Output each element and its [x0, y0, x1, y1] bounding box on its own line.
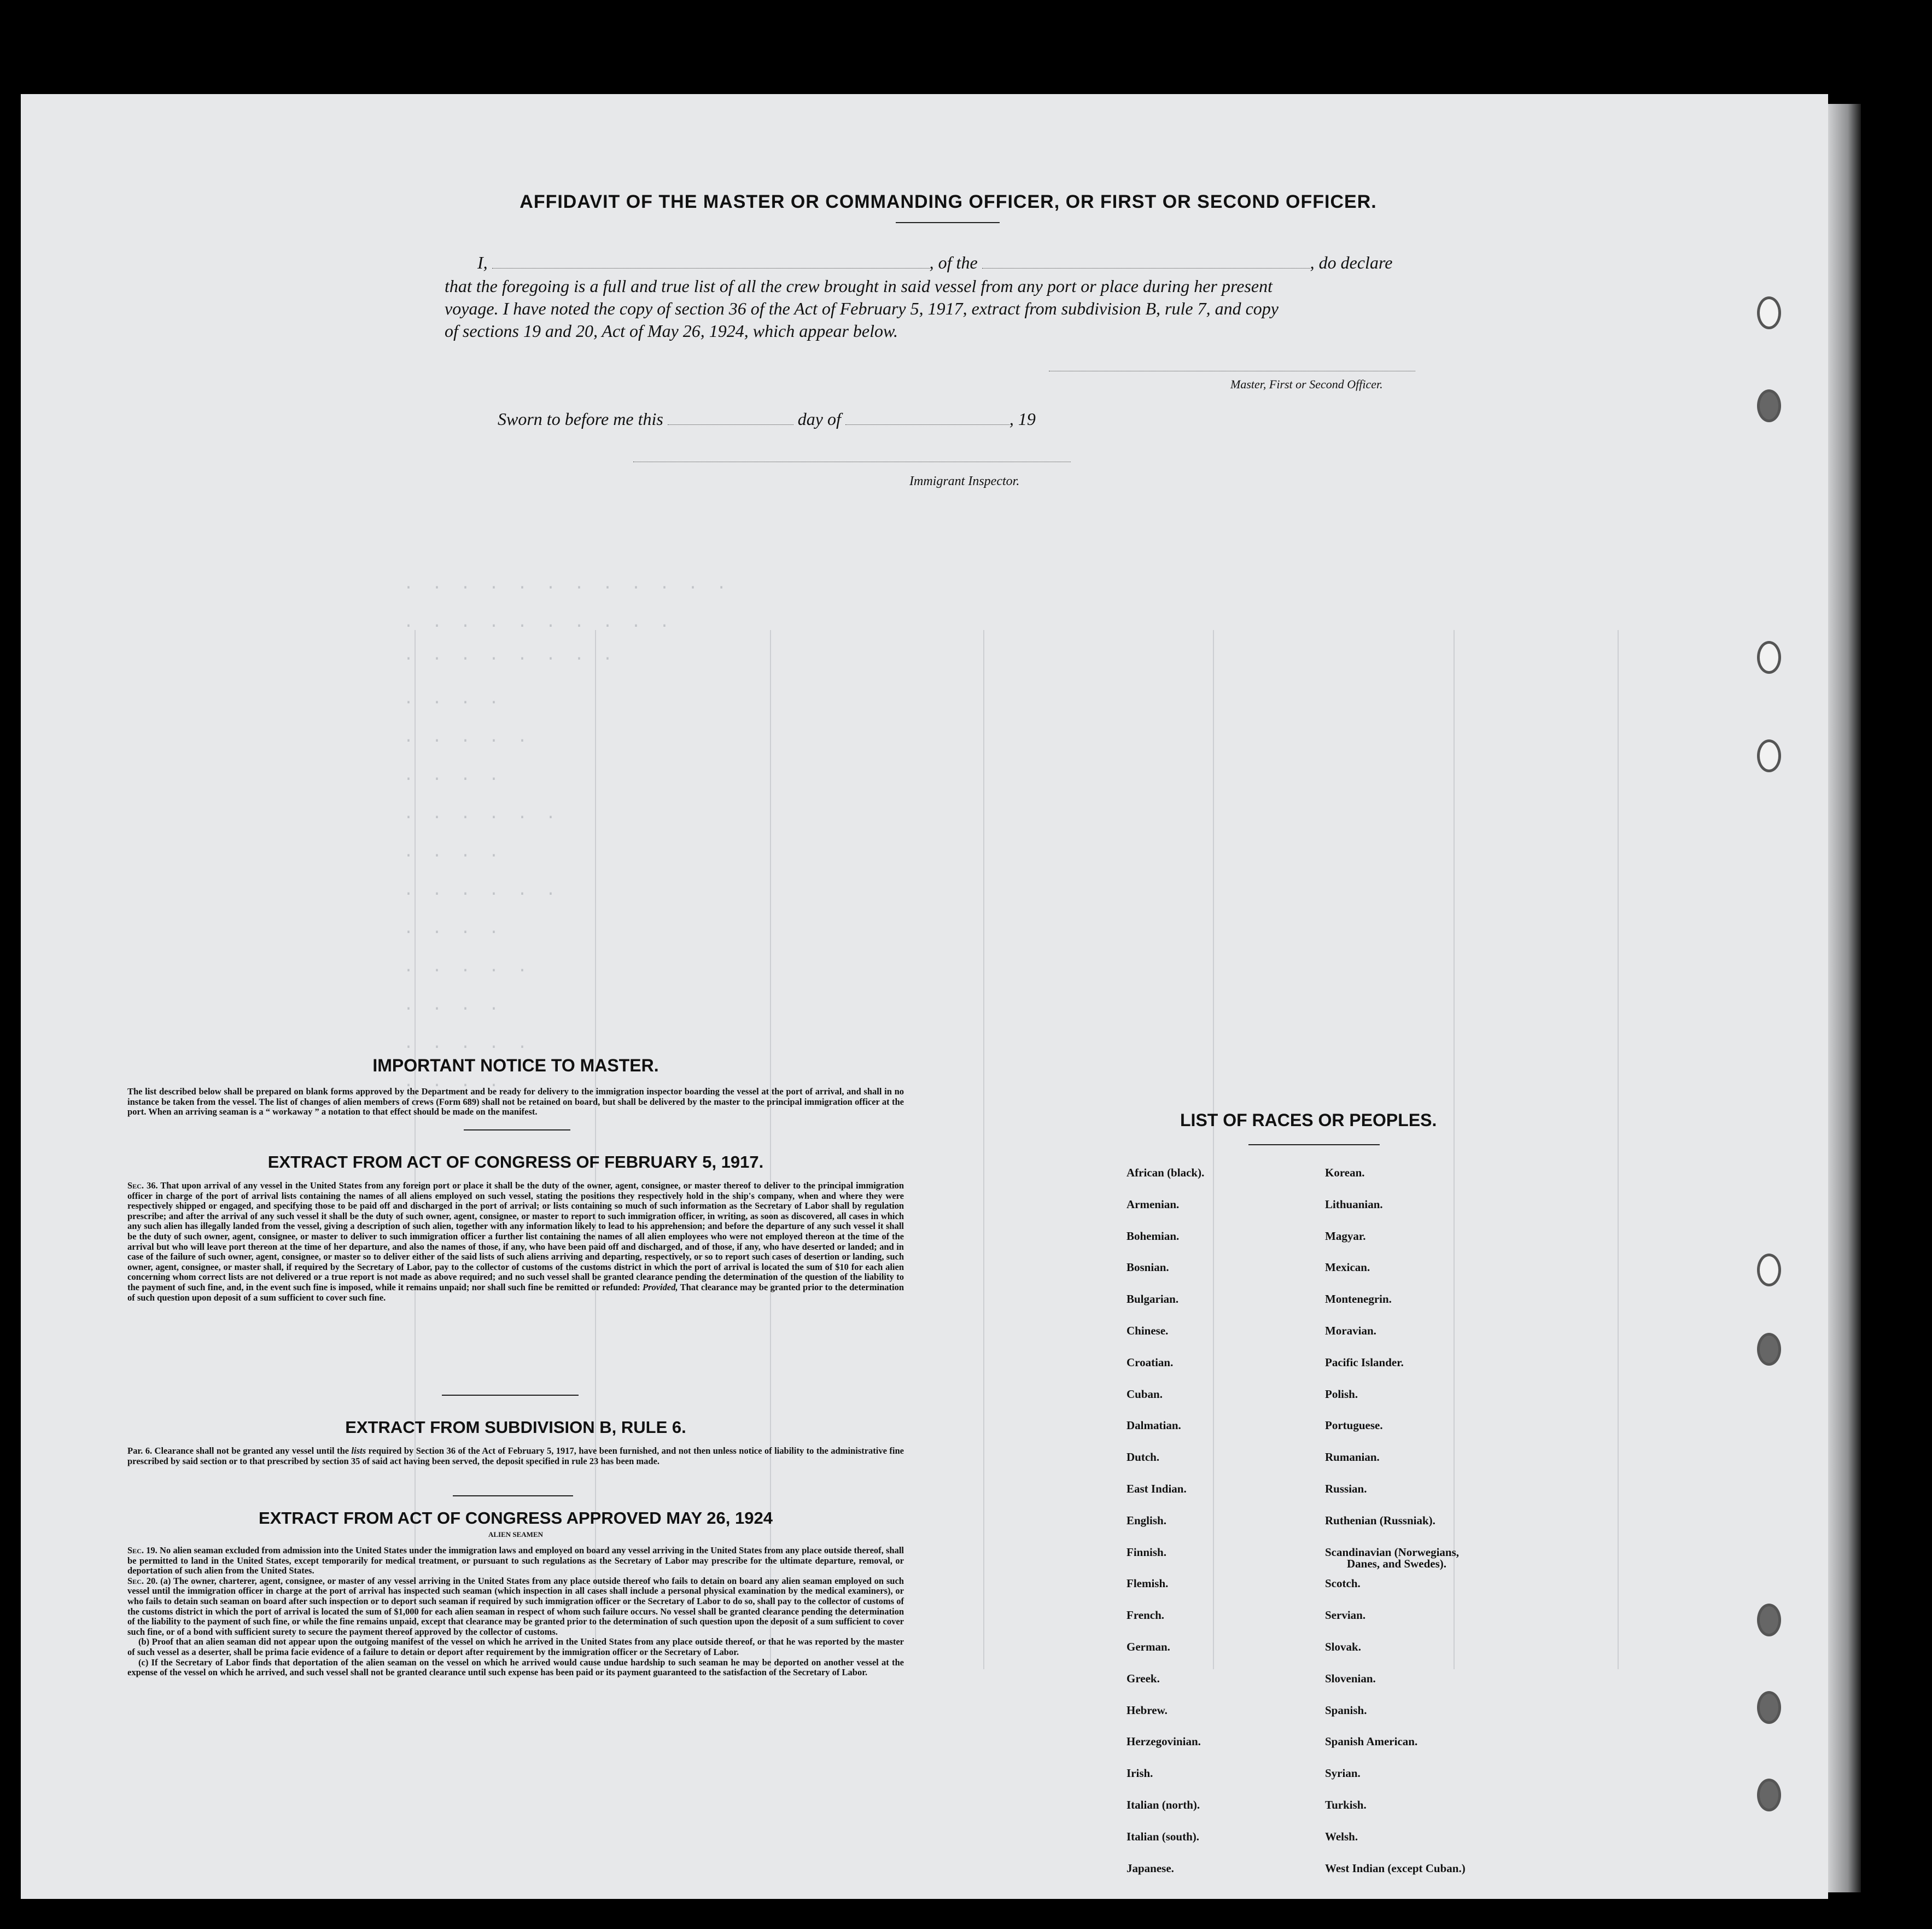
- race-item: [1126, 1166, 1334, 1198]
- sworn-label: Sworn to before me this: [498, 409, 663, 429]
- race-label: Spanish American.: [1325, 1735, 1418, 1749]
- page-edge: [1828, 104, 1861, 1892]
- act-1917-proviso-text: That clearance may be granted prior to the determination of such question upon deposit of a sum sufficient to cover such fine.: [127, 1281, 904, 1303]
- race-item: [1126, 1767, 1334, 1798]
- race-item: [1126, 1830, 1334, 1862]
- declaration-line-2: that the foregoing is a full and true list of all the crew brought in said vessel from any port or place during her present: [445, 276, 1273, 296]
- of-the-label: , of the: [929, 253, 978, 272]
- race-item: [1126, 1735, 1334, 1767]
- race-item: [1325, 1324, 1533, 1356]
- race-item: [1325, 1798, 1533, 1830]
- race-item: [1325, 1577, 1533, 1609]
- sec-19-text: No alien seaman excluded from admission into the United States under the immigration laws and employed on board any vessel arriving in the United States from any place outside thereof, shall be permitted to land in the United States, except temporarily for medical treatment, or pursuant to such regulations as the Secretary of Labor may prescribe for the ultimate departure, removal, or deportation of such alien from the United States.: [127, 1545, 904, 1576]
- race-item: [1126, 1609, 1334, 1640]
- race-label: Chinese.: [1126, 1324, 1169, 1337]
- race-label: Servian.: [1325, 1609, 1366, 1622]
- race-item: [1325, 1735, 1533, 1767]
- race-label: Scotch.: [1325, 1577, 1361, 1590]
- section-divider: [453, 1495, 573, 1496]
- race-label: Mexican.: [1325, 1261, 1370, 1274]
- race-item: [1325, 1292, 1533, 1324]
- race-item: [1325, 1640, 1533, 1672]
- rule-6-body: [127, 1446, 904, 1466]
- race-item: [1325, 1609, 1533, 1640]
- race-item: [1126, 1514, 1334, 1546]
- sec-20c-body: (c) If the Secretary of Labor finds that deportation of the alien seaman on the vessel on which he arrived would cause undue hardship to such seaman he may be deported on another vessel at the expense of the vessel on which he arrived, and such vessel shall not be granted clearance until such expense has been paid or its payment guaranteed to the satisfaction of the Secretary of Labor.: [127, 1657, 904, 1678]
- sworn-day-field[interactable]: [668, 424, 793, 425]
- act-1924-section: [127, 1508, 904, 1678]
- bleed-through-background: . . . . . . . . . . . . . . . . . . . . . . . . . . . . . . . . . . . . . . . . . . . . . . . . . . . . . . . . . . . . . . . . . . . . . . . . . . . . . . . . .: [21, 94, 1828, 1899]
- race-label: Lithuanian.: [1325, 1197, 1383, 1211]
- race-label: Turkish.: [1325, 1798, 1367, 1811]
- race-label: Spanish.: [1325, 1703, 1367, 1717]
- race-label: Bosnian.: [1126, 1261, 1169, 1274]
- race-item: [1126, 1546, 1334, 1577]
- affidavit-title: AFFIDAVIT OF THE MASTER OR COMMANDING OFFICER, OR FIRST OR SECOND OFFICER.: [520, 191, 1377, 212]
- race-item: [1325, 1862, 1533, 1893]
- race-label: Herzegovinian.: [1126, 1735, 1201, 1749]
- race-item: [1325, 1166, 1533, 1198]
- race-label: Italian (south).: [1126, 1829, 1200, 1843]
- race-label: Greek.: [1126, 1671, 1160, 1685]
- race-label: Moravian.: [1325, 1324, 1376, 1337]
- race-label: Syrian.: [1325, 1767, 1361, 1780]
- race-item: [1126, 1356, 1334, 1388]
- declaration-line-4: of sections 19 and 20, Act of May 26, 1924, which appear below.: [445, 321, 898, 341]
- binding-hole: [1757, 641, 1781, 674]
- race-item: [1126, 1704, 1334, 1735]
- race-label: Dalmatian.: [1126, 1419, 1181, 1432]
- race-label: Flemish.: [1126, 1577, 1169, 1590]
- race-item: [1325, 1830, 1533, 1862]
- race-item: [1126, 1324, 1334, 1356]
- notice-title: IMPORTANT NOTICE TO MASTER.: [372, 1056, 659, 1075]
- signer-label: Master, First or Second Officer.: [1230, 377, 1383, 391]
- rule-6-lists: lists: [351, 1446, 366, 1456]
- rule-6-section: [127, 1418, 904, 1466]
- race-item: [1325, 1767, 1533, 1798]
- section-divider: [464, 1129, 570, 1130]
- act-1917-proviso-label: Provided,: [642, 1281, 678, 1292]
- race-label: West Indian (except Cuban.): [1325, 1861, 1466, 1875]
- race-item: [1325, 1546, 1533, 1577]
- race-label: German.: [1126, 1640, 1170, 1653]
- race-label: Korean.: [1325, 1166, 1365, 1179]
- sec-20a-body: [127, 1576, 904, 1637]
- sworn-line: [498, 409, 1036, 429]
- race-label: Hebrew.: [1126, 1703, 1168, 1717]
- act-1917-body: [127, 1181, 904, 1303]
- race-label: Pacific Islander.: [1325, 1355, 1404, 1369]
- race-label: Bohemian.: [1126, 1229, 1180, 1243]
- manifest-page: [21, 94, 1828, 1899]
- vessel-name-field[interactable]: [982, 268, 1310, 269]
- act-1917-title: EXTRACT FROM ACT OF CONGRESS OF FEBRUARY 5, 1917.: [267, 1152, 764, 1172]
- declaration-line-1: [477, 253, 1392, 273]
- race-label: Magyar.: [1325, 1229, 1366, 1243]
- race-item: [1126, 1450, 1334, 1482]
- race-label: Ruthenian (Russniak).: [1325, 1513, 1435, 1527]
- races-right-column: [1325, 1166, 1533, 1893]
- act-1924-title: EXTRACT FROM ACT OF CONGRESS APPROVED MAY 26, 1924: [259, 1508, 773, 1528]
- race-item: [1325, 1450, 1533, 1482]
- binding-hole: [1757, 1604, 1781, 1636]
- sec-19-body: [127, 1546, 904, 1576]
- race-item: [1126, 1482, 1334, 1514]
- race-item: [1126, 1229, 1334, 1261]
- race-label: Slovak.: [1325, 1640, 1361, 1653]
- race-item: [1126, 1388, 1334, 1419]
- race-label: African (black).: [1126, 1166, 1205, 1179]
- binding-hole: [1757, 1254, 1781, 1286]
- binding-hole: [1757, 1333, 1781, 1366]
- race-label: Slovenian.: [1325, 1671, 1376, 1685]
- day-of-label: day of: [797, 409, 841, 429]
- race-item: [1126, 1261, 1334, 1292]
- race-label: Dutch.: [1126, 1450, 1160, 1464]
- act-1917-section: [127, 1152, 904, 1303]
- race-item: [1325, 1419, 1533, 1450]
- sworn-month-field[interactable]: [845, 424, 1009, 425]
- race-item: [1325, 1514, 1533, 1546]
- race-item: [1126, 1798, 1334, 1830]
- race-label: Italian (north).: [1126, 1798, 1200, 1811]
- sec-20b-body: (b) Proof that an alien seaman did not appear upon the outgoing manifest of the vessel on which he arrived in the United States from any place outside thereof, or that he was reported by the master of such vessel as a deserter, shall be prima facie evidence of a failure to detain or deport after requirement by the immigration officer or the Secretary of Labor.: [127, 1636, 904, 1657]
- race-item: [1126, 1862, 1334, 1893]
- race-label: Russian.: [1325, 1482, 1367, 1495]
- affidavit-section: [21, 94, 1828, 586]
- race-item: [1126, 1640, 1334, 1672]
- race-label: Polish.: [1325, 1387, 1358, 1401]
- sec-19-label: Sec. 19.: [127, 1545, 157, 1555]
- race-label: French.: [1126, 1609, 1165, 1622]
- race-label: Montenegrin.: [1325, 1292, 1392, 1306]
- race-label: Rumanian.: [1325, 1450, 1380, 1464]
- race-label: English.: [1126, 1513, 1166, 1527]
- act-1917-section-label: Sec. 36.: [127, 1180, 158, 1191]
- race-label: Welsh.: [1325, 1829, 1358, 1843]
- race-item: [1325, 1198, 1533, 1229]
- notice-section: [127, 1056, 904, 1117]
- race-label: Armenian.: [1126, 1197, 1180, 1211]
- notice-body: The list described below shall be prepared on blank forms approved by the Department and be ready for delivery to the immigration inspector boarding the vessel at the port of arrival, and shall in no instance be taken from the vessel. The list of changes of alien members of crews (Form 689) shall not be retained on board, but shall be delivered by the master to the principal immigration officer at the port. When an arriving seaman is a “ workaway ” a notation to that effect should be made on the manifest.: [127, 1086, 904, 1117]
- race-label: Scandinavian (Norwegians,: [1325, 1545, 1460, 1559]
- race-label: Irish.: [1126, 1767, 1153, 1780]
- race-item: [1325, 1356, 1533, 1388]
- race-label: Cuban.: [1126, 1387, 1163, 1401]
- race-item: [1325, 1704, 1533, 1735]
- act-1924-subtitle: ALIEN SEAMEN: [488, 1530, 544, 1538]
- rule-6-text-a: Par. 6. Clearance shall not be granted any vessel until the: [127, 1446, 349, 1456]
- rule-6-text-b: required by Section 36 of the Act of February 5, 1917, have been furnished, and not then unless notice of liability to the administrative fine prescribed by said section or to that prescribed by section 35 of said act having been served, the deposit specified in rule 23 has been made.: [127, 1446, 904, 1466]
- race-item: [1126, 1292, 1334, 1324]
- race-item: [1325, 1261, 1533, 1292]
- act-1917-text: That upon arrival of any vessel in the United States from any foreign port or place it shall be the duty of the owner, agent, consignee, or master thereof to deliver to the principal immigration officer in charge of the port of arrival lists containing the names of all aliens employed on such vessel, stating the positions they respectively hold in the ship's company, when and where they were respectively shipped or engaged, and specifying those to be paid off and discharged in the port of arrival; or lists containing so much of such information as the Secretary of Labor shall by regulation prescribe; and after the arrival of any such vessel it shall be the duty of such owner, agent, consignee, or master to report to such immigration officer, in writing, as soon as discovered, all cases in which any such alien has illegally landed from the vessel, giving a description of such alien, together with any information likely to lead to his apprehension; and before the departure of any such vessel it shall be the duty of such owner, agent, consignee, or master to deliver to such immigration officer a further list containing the names of all alien employees who were not employed thereon at the time of the arrival but who will leave port thereon at the time of her departure, and also the names of those, if any, who have been paid off and discharged, and of those, if any, who have deserted or landed; and in case of the failure of such owner, agent, consignee, or master so to deliver either of the said lists of such aliens arriving and departing, respectively, or so to report such cases of desertion or landing, such owner, agent, consignee, or master shall, if required by the Secretary of Labor, pay to the collector of customs of the customs district in which the port of arrival is located the sum of $10 for each alien concerning whom correct lists are not delivered or a true report is not made as above required; and no such vessel shall be granted clearance pending the determination of the question of the liability to the payment of such fine, and, in the event such fine is imposed, while it remains unpaid; nor shall such fine be remitted or refunded:: [127, 1180, 904, 1292]
- section-divider: [442, 1395, 579, 1396]
- race-item: [1126, 1672, 1334, 1704]
- races-left-column: [1126, 1166, 1334, 1893]
- race-item: [1325, 1482, 1533, 1514]
- races-title: LIST OF RACES OR PEOPLES.: [1180, 1110, 1437, 1130]
- inspector-label: Immigrant Inspector.: [909, 474, 1020, 488]
- declaration-line-3: voyage. I have noted the copy of section 36 of the Act of February 5, 1917, extract from subdivision B, rule 7, and copy: [445, 299, 1279, 318]
- binding-hole: [1757, 739, 1781, 772]
- race-label: Croatian.: [1126, 1355, 1174, 1369]
- declare-label: , do declare: [1310, 253, 1393, 272]
- race-label: Finnish.: [1126, 1545, 1166, 1559]
- race-label-continuation: Danes, and Swedes).: [1347, 1557, 1447, 1570]
- year-prefix: , 19: [1009, 409, 1036, 429]
- race-label: Portuguese.: [1325, 1419, 1383, 1432]
- race-item: [1126, 1198, 1334, 1229]
- races-title-rule: [1248, 1144, 1380, 1145]
- master-name-field[interactable]: [492, 268, 930, 269]
- race-item: [1126, 1419, 1334, 1450]
- race-item: [1325, 1388, 1533, 1419]
- binding-hole: [1757, 1691, 1781, 1724]
- binding-hole: [1757, 1779, 1781, 1811]
- race-item: [1325, 1672, 1533, 1704]
- sec-20a-text: (a) The owner, charterer, agent, consignee, or master of any vessel arriving in the United States from any place outside thereof who fails to detain on board any alien seaman employed on such vessel until the immigration officer in charge at the port of arrival has inspected such seaman (which inspection in all cases shall include a personal physical examination by the medical examiners), or who fails to detain such seaman on board after such inspection or to deport such seaman if required by such immigration officer or the Secretary of Labor to do so, shall pay to the collector of customs of the customs district in which the port of arrival is located the sum of $1,000 for each alien seaman in respect of whom such failure occurs. No vessel shall be granted clearance pending the determination of the liability to the payment of such fine, or while the fine remains unpaid, except that clearance may be granted prior to the determination of such question upon the deposit of a sum sufficient to cover such fine, or of a bond with sufficient surety to secure the payment thereof approved by the collector of customs.: [127, 1575, 904, 1637]
- sec-20-label: Sec. 20.: [127, 1575, 158, 1586]
- race-label: East Indian.: [1126, 1482, 1187, 1495]
- race-label: Bulgarian.: [1126, 1292, 1179, 1306]
- i-label: I,: [477, 253, 488, 272]
- race-item: [1325, 1229, 1533, 1261]
- title-rule: [896, 222, 1000, 223]
- race-item: [1126, 1577, 1334, 1609]
- race-label: Japanese.: [1126, 1861, 1174, 1875]
- rule-6-title: EXTRACT FROM SUBDIVISION B, RULE 6.: [345, 1418, 686, 1437]
